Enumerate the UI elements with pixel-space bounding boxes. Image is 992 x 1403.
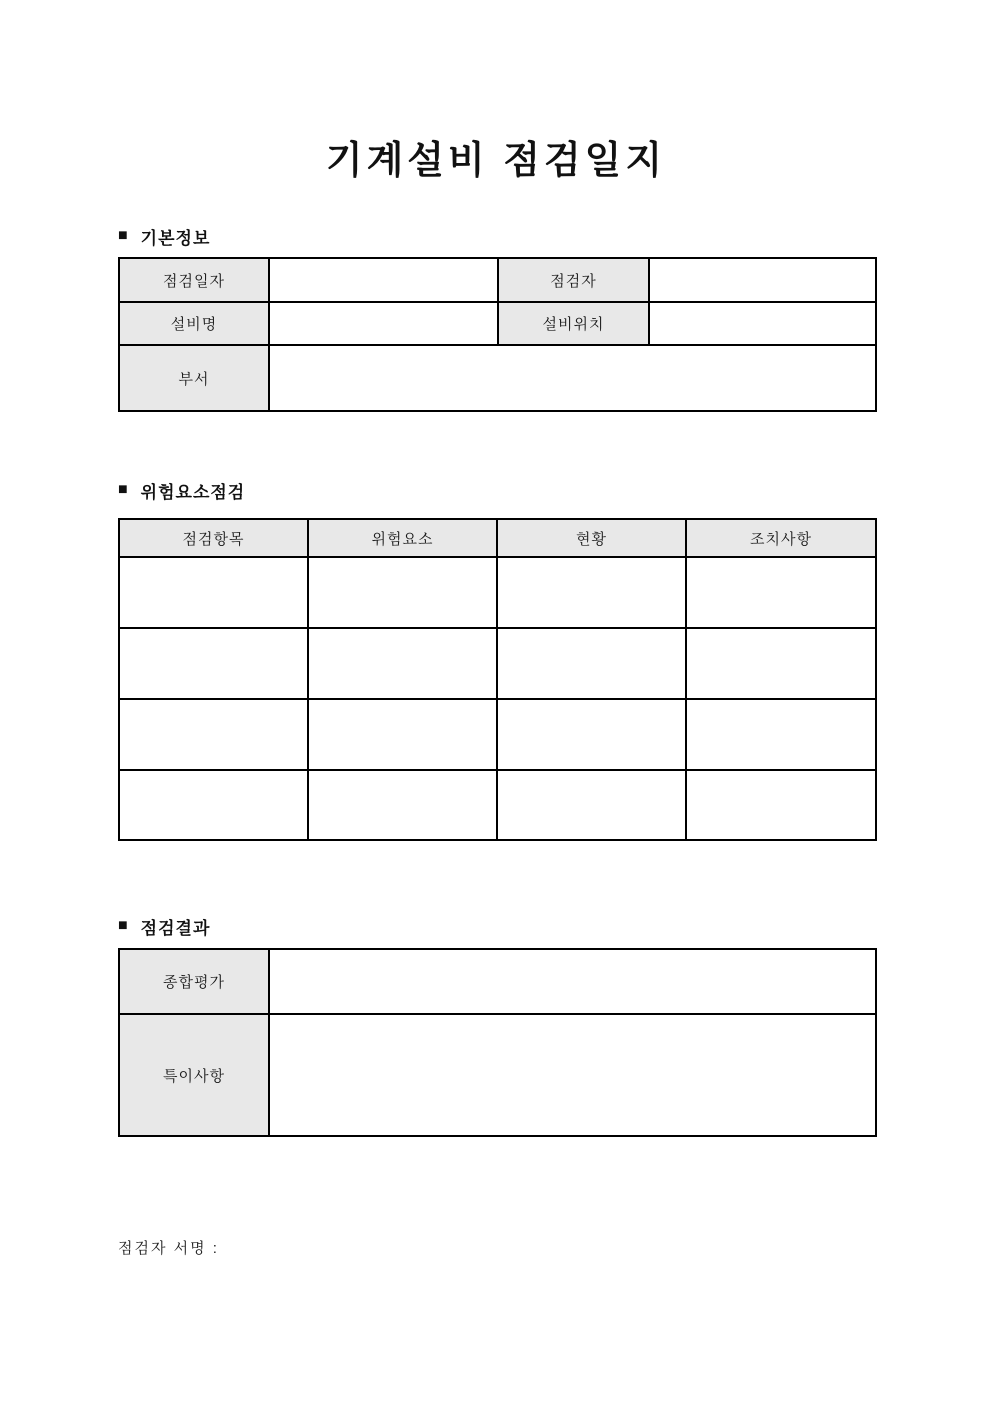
hazard-empty-cell	[497, 557, 686, 628]
hazard-empty-cell	[308, 699, 497, 770]
hazard-empty-row	[119, 628, 876, 699]
hazard-empty-row	[119, 770, 876, 840]
hazard-empty-cell	[497, 628, 686, 699]
hazard-empty-cell	[119, 770, 308, 840]
document-title: 기계설비 점검일지	[325, 140, 667, 182]
overall-evaluation-label: 종합평가	[119, 949, 269, 1014]
basic-info-table	[118, 257, 877, 412]
special-notes-label: 특이사항	[119, 1014, 269, 1136]
hazard-empty-cell	[686, 628, 876, 699]
hazard-empty-cell	[686, 699, 876, 770]
hazard-empty-cell	[119, 628, 308, 699]
hazard-header-row	[119, 519, 876, 557]
square-bullet-icon: ■	[118, 226, 129, 244]
equipment-name-label: 설비명	[119, 302, 269, 345]
hazard-empty-cell	[308, 770, 497, 840]
hazard-empty-cell	[119, 699, 308, 770]
inspection-date-value	[269, 258, 498, 302]
hazard-empty-cell	[497, 699, 686, 770]
column-header-current-status: 현황	[497, 519, 686, 557]
equipment-location-value	[649, 302, 876, 345]
hazard-empty-row	[119, 699, 876, 770]
table-row	[119, 302, 876, 345]
section-heading-inspection-result	[118, 914, 210, 939]
section-heading-label: 기본정보	[140, 229, 211, 248]
inspector-signature-label: 점검자 서명 :	[118, 1240, 219, 1257]
overall-evaluation-value	[269, 949, 876, 1014]
hazard-empty-cell	[686, 770, 876, 840]
equipment-name-value	[269, 302, 498, 345]
column-header-hazard-factor: 위험요소	[308, 519, 497, 557]
inspection-result-table	[118, 948, 877, 1137]
table-row	[119, 258, 876, 302]
section-heading-hazard-check	[118, 478, 245, 503]
department-value	[269, 345, 876, 411]
inspector-label: 점검자	[498, 258, 649, 302]
column-header-action-items: 조치사항	[686, 519, 876, 557]
hazard-check-table	[118, 518, 877, 841]
equipment-location-label: 설비위치	[498, 302, 649, 345]
hazard-empty-cell	[686, 557, 876, 628]
square-bullet-icon: ■	[118, 916, 129, 934]
hazard-empty-row	[119, 557, 876, 628]
section-heading-label: 점검결과	[140, 919, 211, 938]
hazard-empty-cell	[497, 770, 686, 840]
table-row	[119, 345, 876, 411]
hazard-empty-cell	[119, 557, 308, 628]
square-bullet-icon: ■	[118, 480, 129, 498]
section-heading-label: 위험요소점검	[140, 483, 246, 502]
inspection-date-label: 점검일자	[119, 258, 269, 302]
table-row	[119, 1014, 876, 1136]
table-row	[119, 949, 876, 1014]
column-header-inspection-item: 점검항목	[119, 519, 308, 557]
hazard-empty-cell	[308, 628, 497, 699]
inspector-value	[649, 258, 876, 302]
special-notes-value	[269, 1014, 876, 1136]
hazard-empty-cell	[308, 557, 497, 628]
department-label: 부서	[119, 345, 269, 411]
section-heading-basic-info	[118, 224, 210, 249]
